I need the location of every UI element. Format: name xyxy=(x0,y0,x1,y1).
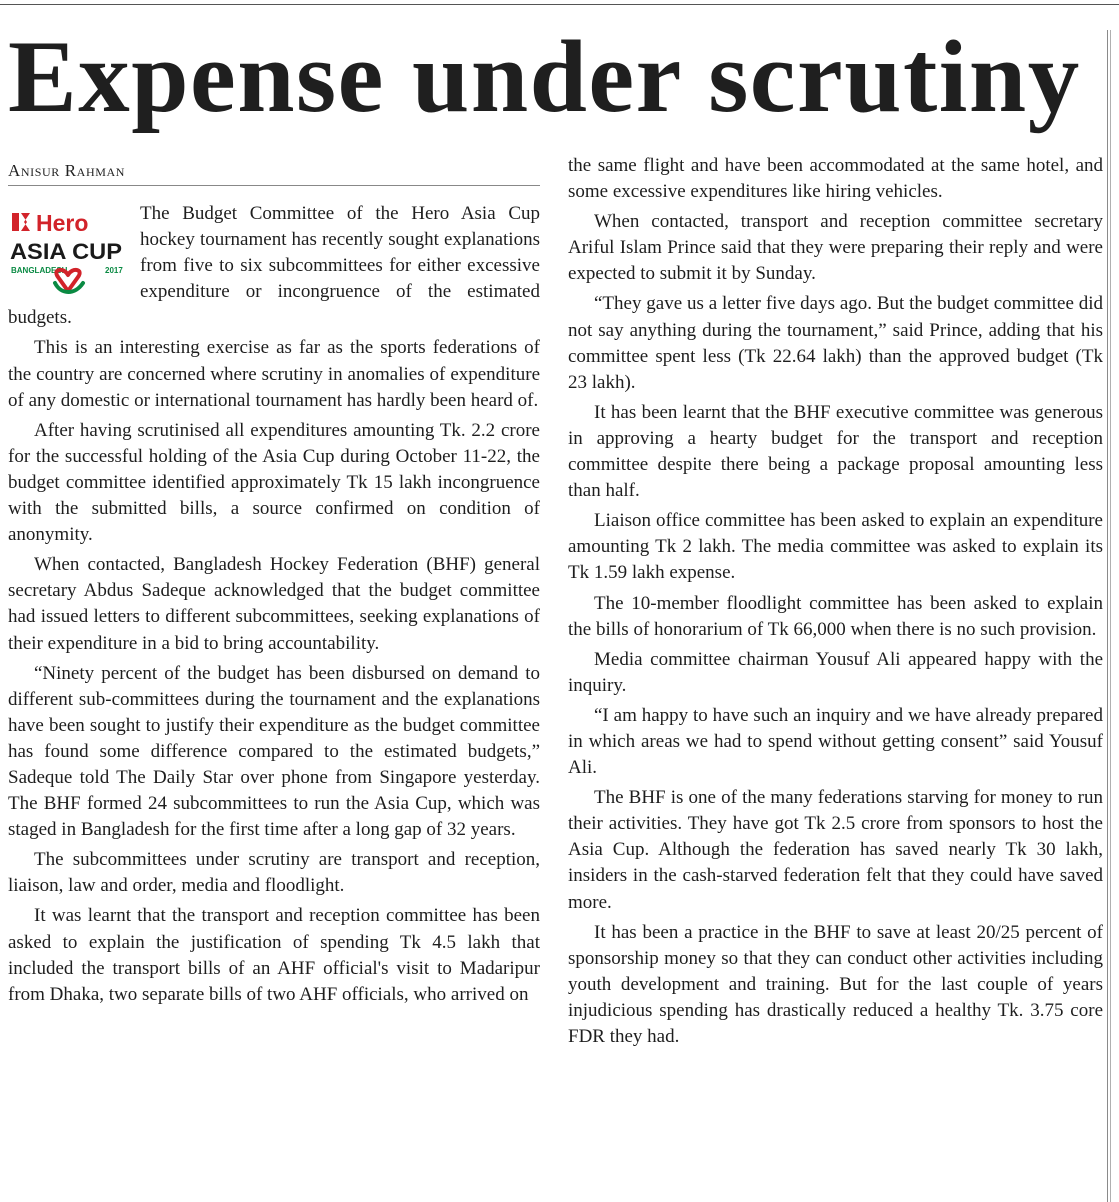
paragraph: Liaison office committee has been asked to explain an expenditure amounting Tk 2 lakh. The media committee was asked to explain its Tk 1.59 lakh expense. xyxy=(568,510,1103,584)
hero-mark-icon xyxy=(12,213,30,231)
paragraph: The Budget Committee of the Hero Asia Cup hockey tournament has recently sought explanations from five to six subcommittees for either excessive expenditure or incongruence of the estimated budgets. xyxy=(8,203,540,329)
paragraph: The subcommittees under scrutiny are transport and reception, liaison, law and order, media and floodlight. xyxy=(8,849,540,897)
paragraph: The BHF is one of the many federations starving for money to run their activities. They have got Tk 2.5 crore from sponsors to host the Asia Cup. Although the federation has saved nearly Tk 30 lakh, insiders in the cash-starved federation felt that they could have saved more. xyxy=(568,787,1103,913)
logo-year: 2017 xyxy=(105,266,123,275)
paragraph: It has been a practice in the BHF to save at least 20/25 percent of sponsorship money so that they can conduct other activities including youth development and training. But for the last couple of years injudicious spending has drastically reduced a healthy Tk. 3.75 core FDR they had. xyxy=(568,921,1103,1047)
article-column-left xyxy=(8,201,540,1012)
top-rule xyxy=(0,4,1119,5)
paragraph: “Ninety percent of the budget has been disbursed on demand to different sub-committees during the tournament and the explanations have been sought to justify their expenditure as the budget committee has found some difference compared to the estimated budgets,” Sadeque told The Daily Star over phone from Singapore yesterday. The BHF formed 24 subcommittees to run the Asia Cup, which was staged in Bangladesh for the first time after a long gap of 32 years. xyxy=(8,662,540,841)
paragraph: After having scrutinised all expenditures amounting Tk. 2.2 crore for the successful holding of the Asia Cup during October 11-22, the budget committee identified approximately Tk 15 lakh incongruence with the submitted bills, a source confirmed on condition of anonymity. xyxy=(8,419,540,546)
article-column-right xyxy=(568,153,1103,1054)
paragraph: “They gave us a letter five days ago. But the budget committee did not say anything during the tournament,” said Prince, adding that his committee spent less (Tk 22.64 lakh) than the approved budget (Tk 23 lakh). xyxy=(568,293,1103,393)
logo-country: BANGLADESH xyxy=(11,266,68,275)
page-edge-rule xyxy=(1104,30,1112,1202)
paragraph: It has been learnt that the BHF executive committee was generous in approving a hearty budget for the transport and reception committee despite there being a package proposal amounting less than half. xyxy=(568,401,1103,502)
byline: Anisur Rahman xyxy=(8,161,126,180)
paragraph: The 10-member floodlight committee has been asked to explain the bills of honorarium of Tk 66,000 when there is no such provision. xyxy=(568,592,1103,640)
hero-asia-cup-logo-graphic xyxy=(8,205,130,303)
paragraph: Media committee chairman Yousuf Ali appeared happy with the inquiry. xyxy=(568,648,1103,696)
paragraph: This is an interesting exercise as far as the sports federations of the country are concerned where scrutiny in anomalies of expenditure of any domestic or international tournament has hardly been heard of. xyxy=(8,337,540,411)
paragraph: When contacted, Bangladesh Hockey Federation (BHF) general secretary Abdus Sadeque acknowledged that the budget committee had issued letters to different subcommittees, seeking explanations of their expenditure in a bid to bring accountability. xyxy=(8,554,540,654)
logo-brand: Hero xyxy=(36,210,89,236)
paragraph: It was learnt that the transport and reception committee has been asked to explain the justification of spending Tk 4.5 lakh that included the transport bills of an AHF official's visit to Madaripur from Dhaka, two separate bills of two AHF officials, who arrived on xyxy=(8,905,540,1005)
byline-divider xyxy=(8,185,540,186)
paragraph: When contacted, transport and reception committee secretary Ariful Islam Prince said that they were preparing their reply and were expected to submit it by Sunday. xyxy=(568,211,1103,285)
paragraph: “I am happy to have such an inquiry and we have already prepared in which areas we had to spend without getting consent” said Yousuf Ali. xyxy=(568,704,1103,779)
paragraph: the same flight and have been accommodated at the same hotel, and some excessive expenditures like hiring vehicles. xyxy=(568,155,1103,203)
hero-asia-cup-logo xyxy=(8,205,130,303)
logo-title: ASIA CUP xyxy=(10,239,122,264)
headline: Expense under scrutiny xyxy=(8,20,1081,134)
